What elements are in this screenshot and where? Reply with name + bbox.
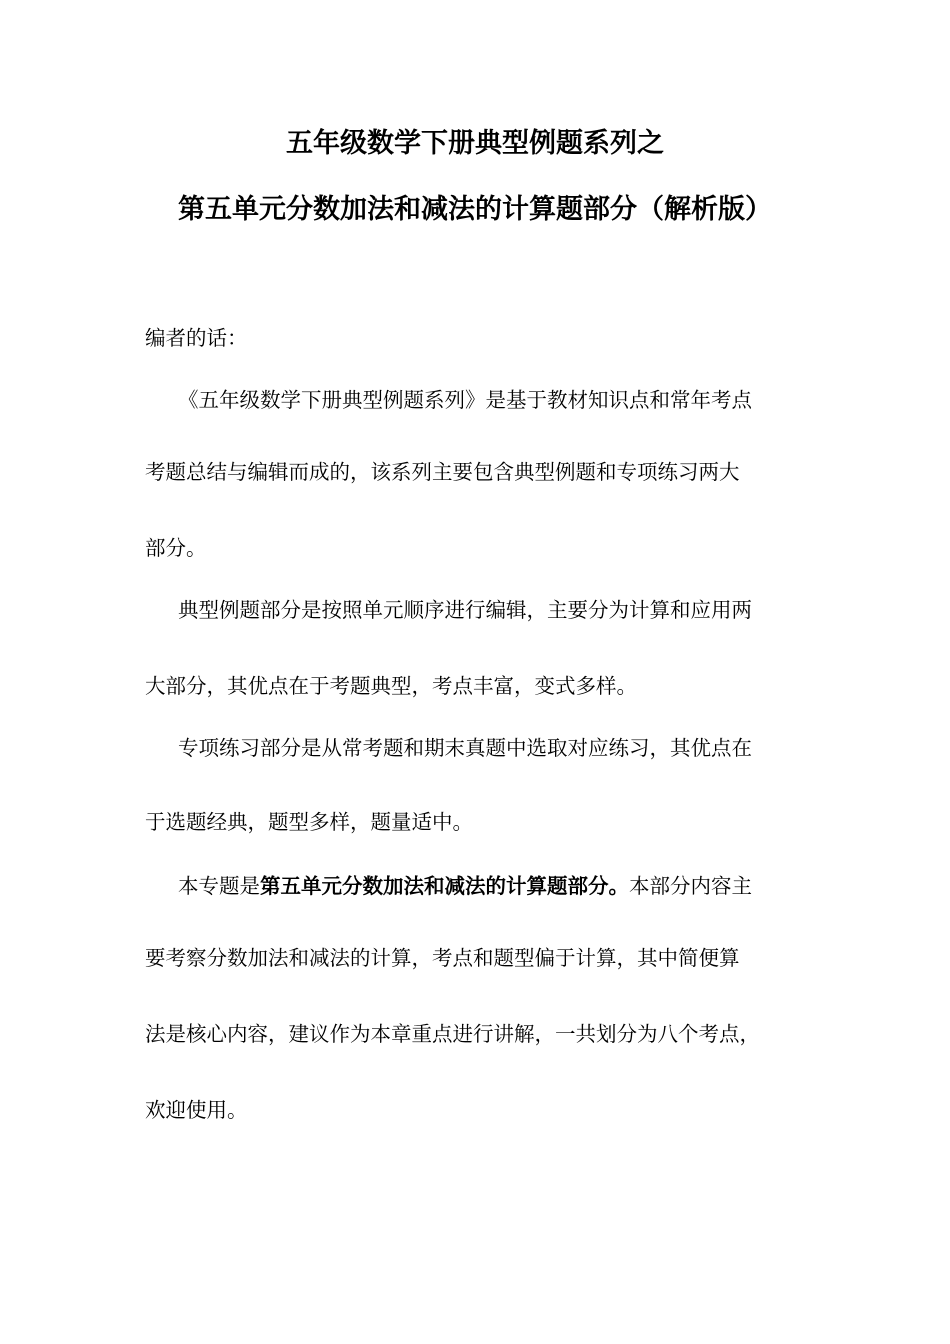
- paragraph-3-line-2: 于选题经典，题型多样，题量适中。: [145, 810, 473, 834]
- paragraph-4-prefix: 本专题是: [178, 874, 260, 898]
- paragraph-4-suffix: 本部分内容主: [629, 874, 752, 898]
- paragraph-1-line-3: 部分。: [145, 536, 207, 560]
- paragraph-4-line-1: [178, 872, 810, 900]
- paragraph-1-line-2: 考题总结与编辑而成的，该系列主要包含典型例题和专项练习两大: [145, 460, 740, 484]
- paragraph-4-line-3: 法是核心内容，建议作为本章重点进行讲解，一共划分为八个考点，: [145, 1022, 760, 1046]
- editor-heading: 编者的话：: [145, 326, 248, 350]
- paragraph-4-line-4: 欢迎使用。: [145, 1098, 248, 1122]
- document-title-line-2: 第五单元分数加法和减法的计算题部分（解析版）: [178, 194, 772, 225]
- document-title-line-1: 五年级数学下册典型例题系列之: [286, 128, 664, 159]
- paragraph-4-topic-bold: 第五单元分数加法和减法的计算题部分。: [260, 874, 629, 898]
- paragraph-1-line-1: 《五年级数学下册典型例题系列》是基于教材知识点和常年考点: [178, 388, 752, 412]
- paragraph-2-line-2: 大部分，其优点在于考题典型，考点丰富，变式多样。: [145, 674, 637, 698]
- paragraph-4-line-2: 要考察分数加法和减法的计算，考点和题型偏于计算，其中简便算: [145, 946, 740, 970]
- paragraph-3-line-1: 专项练习部分是从常考题和期末真题中选取对应练习，其优点在: [178, 736, 752, 760]
- paragraph-2-line-1: 典型例题部分是按照单元顺序进行编辑，主要分为计算和应用两: [178, 598, 752, 622]
